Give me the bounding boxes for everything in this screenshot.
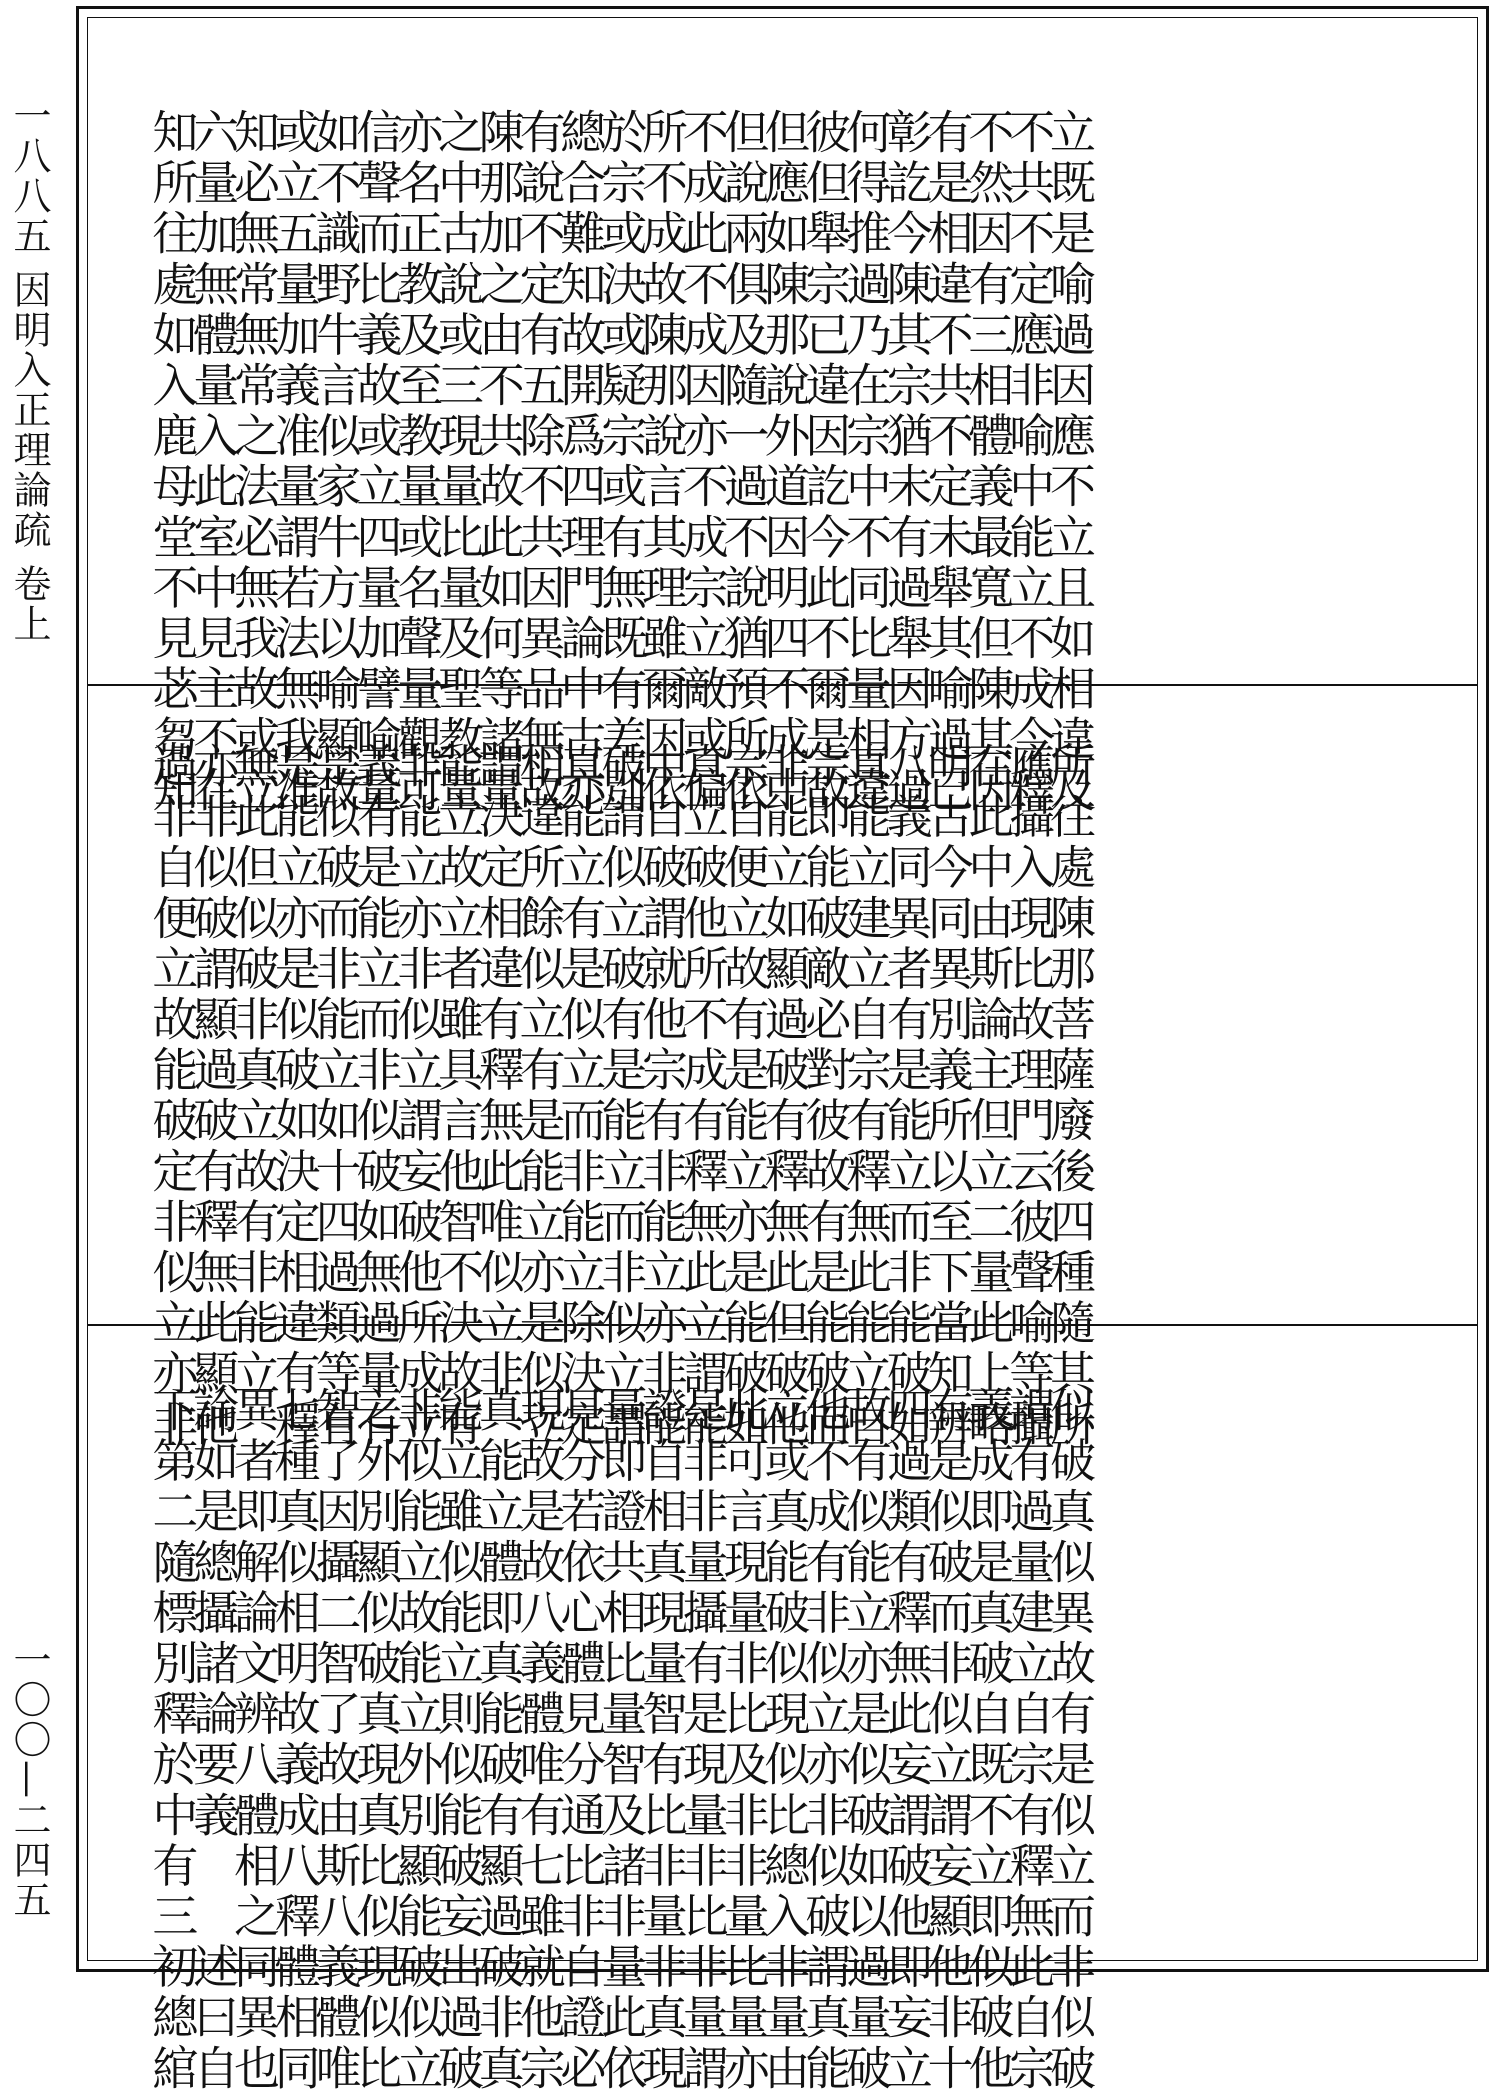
text-column: 異者即解論文辨八體相之同異也	[227, 1386, 281, 2094]
text-column: 真能立體即真能破有顯過破非真	[471, 1386, 526, 2094]
text-column: 不然因有三相體義最寬但陳其因	[961, 108, 1016, 817]
text-column: 有是似破而非似立謂妄顯他非十	[920, 1386, 975, 2094]
text-column: 證自相真現量智有比非量非真現	[635, 1386, 689, 2094]
text-column: 亦非似破謂顯過破有釋無此顯他	[186, 742, 241, 1451]
text-column: 所往處陳那菩薩廢後四種隨其所	[1043, 742, 1097, 1451]
text-column: 破謂似立破有是能立而非似立謂	[594, 742, 649, 1451]
text-column: 下第二隨標別釋於中有三初總綰	[145, 1386, 200, 2094]
text-column: 彰訖今陳其宗猶未有過舉因方過	[879, 108, 934, 817]
text-column: 所不成故陳那說言其理雖爾因依	[635, 108, 689, 817]
text-column: 立或真能破似現似比總入非量由	[757, 1386, 812, 2094]
text-column: 何得推過乃在宗中不同比量相違	[839, 108, 893, 817]
text-column: 能立故立者雖具言他智不決故有	[431, 742, 485, 1451]
text-column: 量即證共相比量智及諸非量此依	[594, 1386, 649, 2094]
text-column: 於宗或決或疑宗或有無既有差別	[594, 108, 649, 817]
text-column: 真能立有是似立而非能立除決定	[553, 742, 608, 1451]
text-column: 真能立建立自宗有釋無此能立自	[839, 742, 893, 1451]
text-column: 現故是故八義體唯有七雖就他宗	[512, 1386, 567, 2094]
margin-page-number: 一〇〇—二四五	[7, 1640, 51, 1920]
text-column: 宗自便立故有是能立亦是能破如	[716, 742, 771, 1451]
margin-page-header: 一八八五 因明入正理論疏 卷上	[7, 96, 51, 645]
text-column: 無此但似破非真立故有非能立	[227, 742, 281, 1400]
text-column: 立既是喻過因應不立且如相違及	[1043, 108, 1097, 817]
text-column: 有是相違不共不定未舉其喻過已	[920, 108, 975, 817]
text-column: 有說不定有五除不共因異品無故	[512, 108, 567, 817]
text-column: 義有是能立而非似破如無過量有	[349, 742, 404, 1451]
text-column: 真立破他所不成有釋無此立謂能	[675, 742, 730, 1451]
text-column: 信聲而比義故或立四量加譬喻量	[349, 108, 404, 817]
text-column: 過非自便立故能破定非似立亦非	[145, 742, 200, 1451]
text-column: 宗即能破敵必對彼故有是能破而	[798, 742, 853, 1451]
text-column: 彼但舉宗已違因訖今此不爾是故	[798, 108, 853, 817]
text-column: 非似能立故能立外別顯能破似立	[390, 1386, 445, 2094]
page-frame-inner	[87, 17, 1478, 2094]
text-column: 義成即是真破自既不立即似破他	[961, 1386, 1016, 2094]
text-panel-lower	[88, 1324, 1477, 2094]
text-column: 之外別顯似破真現真比似現似比	[349, 1386, 404, 2094]
text-column: 如不識野牛言似家牛方以喻顯故	[308, 108, 363, 817]
text-column: 是似破而非能立如十四過類等有	[308, 742, 363, 1451]
text-column: 非能立亦非似立謂妄破他所成立	[390, 742, 445, 1451]
text-column: 但應如陳那說外道因明四不成中	[757, 108, 812, 817]
text-column: 是能立亦是似破如決定相違有釋	[267, 742, 322, 1451]
text-column: 故有似能立亦是似破如以過量破	[839, 1386, 893, 2094]
text-column: 總合難知故開爲四理門論中古亦	[553, 108, 608, 817]
text-column: 之中古說或三現量比量及聖教量	[431, 108, 485, 817]
text-column: 謂有過量建立自宗有釋無此自宗	[1002, 1386, 1057, 2094]
text-column: 似破真似異故有是似立而非似破	[1043, 1386, 1097, 2094]
text-column: 能立雖似能立則似能破妄出過破	[431, 1386, 485, 2094]
page-frame	[76, 6, 1489, 2094]
text-column: 四過類有釋無此妄謂破他即妄立	[879, 1386, 934, 2094]
text-column: 或立五量加義准量謂若法無我准	[267, 108, 322, 817]
text-panel-upper	[88, 18, 1477, 817]
text-column: 是非非量攝有是現量非比非量謂	[675, 1386, 730, 2094]
text-column: 知所往處如入鹿母堂不見苾芻知	[145, 108, 200, 817]
text-column: 六量加無體量入此室中見主不在	[186, 108, 241, 817]
text-column: 明古今同異別義所以至下當知辨	[920, 742, 975, 1451]
text-column: 在此中由斯論主但立二量此上略	[961, 742, 1016, 1451]
text-column: 見分若依心體見分通比非自證必	[553, 1386, 608, 2094]
text-column: 論如是總攝諸論要義 述曰自	[186, 1386, 241, 2094]
text-column: 不成此不成因亦不成宗立敵或偏	[675, 108, 730, 817]
text-column: 亦名正教及至教量或名聲量觀可	[390, 108, 445, 817]
text-column: 謂決定相違有釋無此唯似立非	[471, 742, 526, 1400]
text-column: 七種真似相明故義成八釋體相同	[267, 1386, 322, 2094]
text-column: 他不成有非似立亦非似破謂真能	[798, 1386, 853, 2094]
text-column: 相違所餘似立有是能立亦是似立	[512, 742, 567, 1451]
text-column: 此可言現量非比及非非量比量亦	[716, 1386, 771, 2094]
text-panel-middle	[88, 684, 1477, 1451]
text-column: 中自破謂就他宗有非能立亦非能	[635, 742, 689, 1451]
text-column: 智了因攝二智了故由斯八義體唯	[308, 1386, 363, 2094]
text-column: 但說兩俱及隨一過不說猶預所依	[716, 108, 771, 817]
text-column: 應攝入現比故理門云彼聲喻等攝	[1002, 742, 1057, 1451]
text-column: 知必無常無常之法必無我故或立	[227, 108, 281, 817]
text-column: 非能立如顯過破有釋無此但破他	[757, 742, 812, 1451]
text-column: 不共不定應非喻中能立不成今釋	[1002, 108, 1057, 817]
text-column: 八義同異者有是能立而非能破如	[879, 742, 934, 1451]
text-column: 陳那加之由不共故此如何等諸量	[471, 108, 526, 817]
